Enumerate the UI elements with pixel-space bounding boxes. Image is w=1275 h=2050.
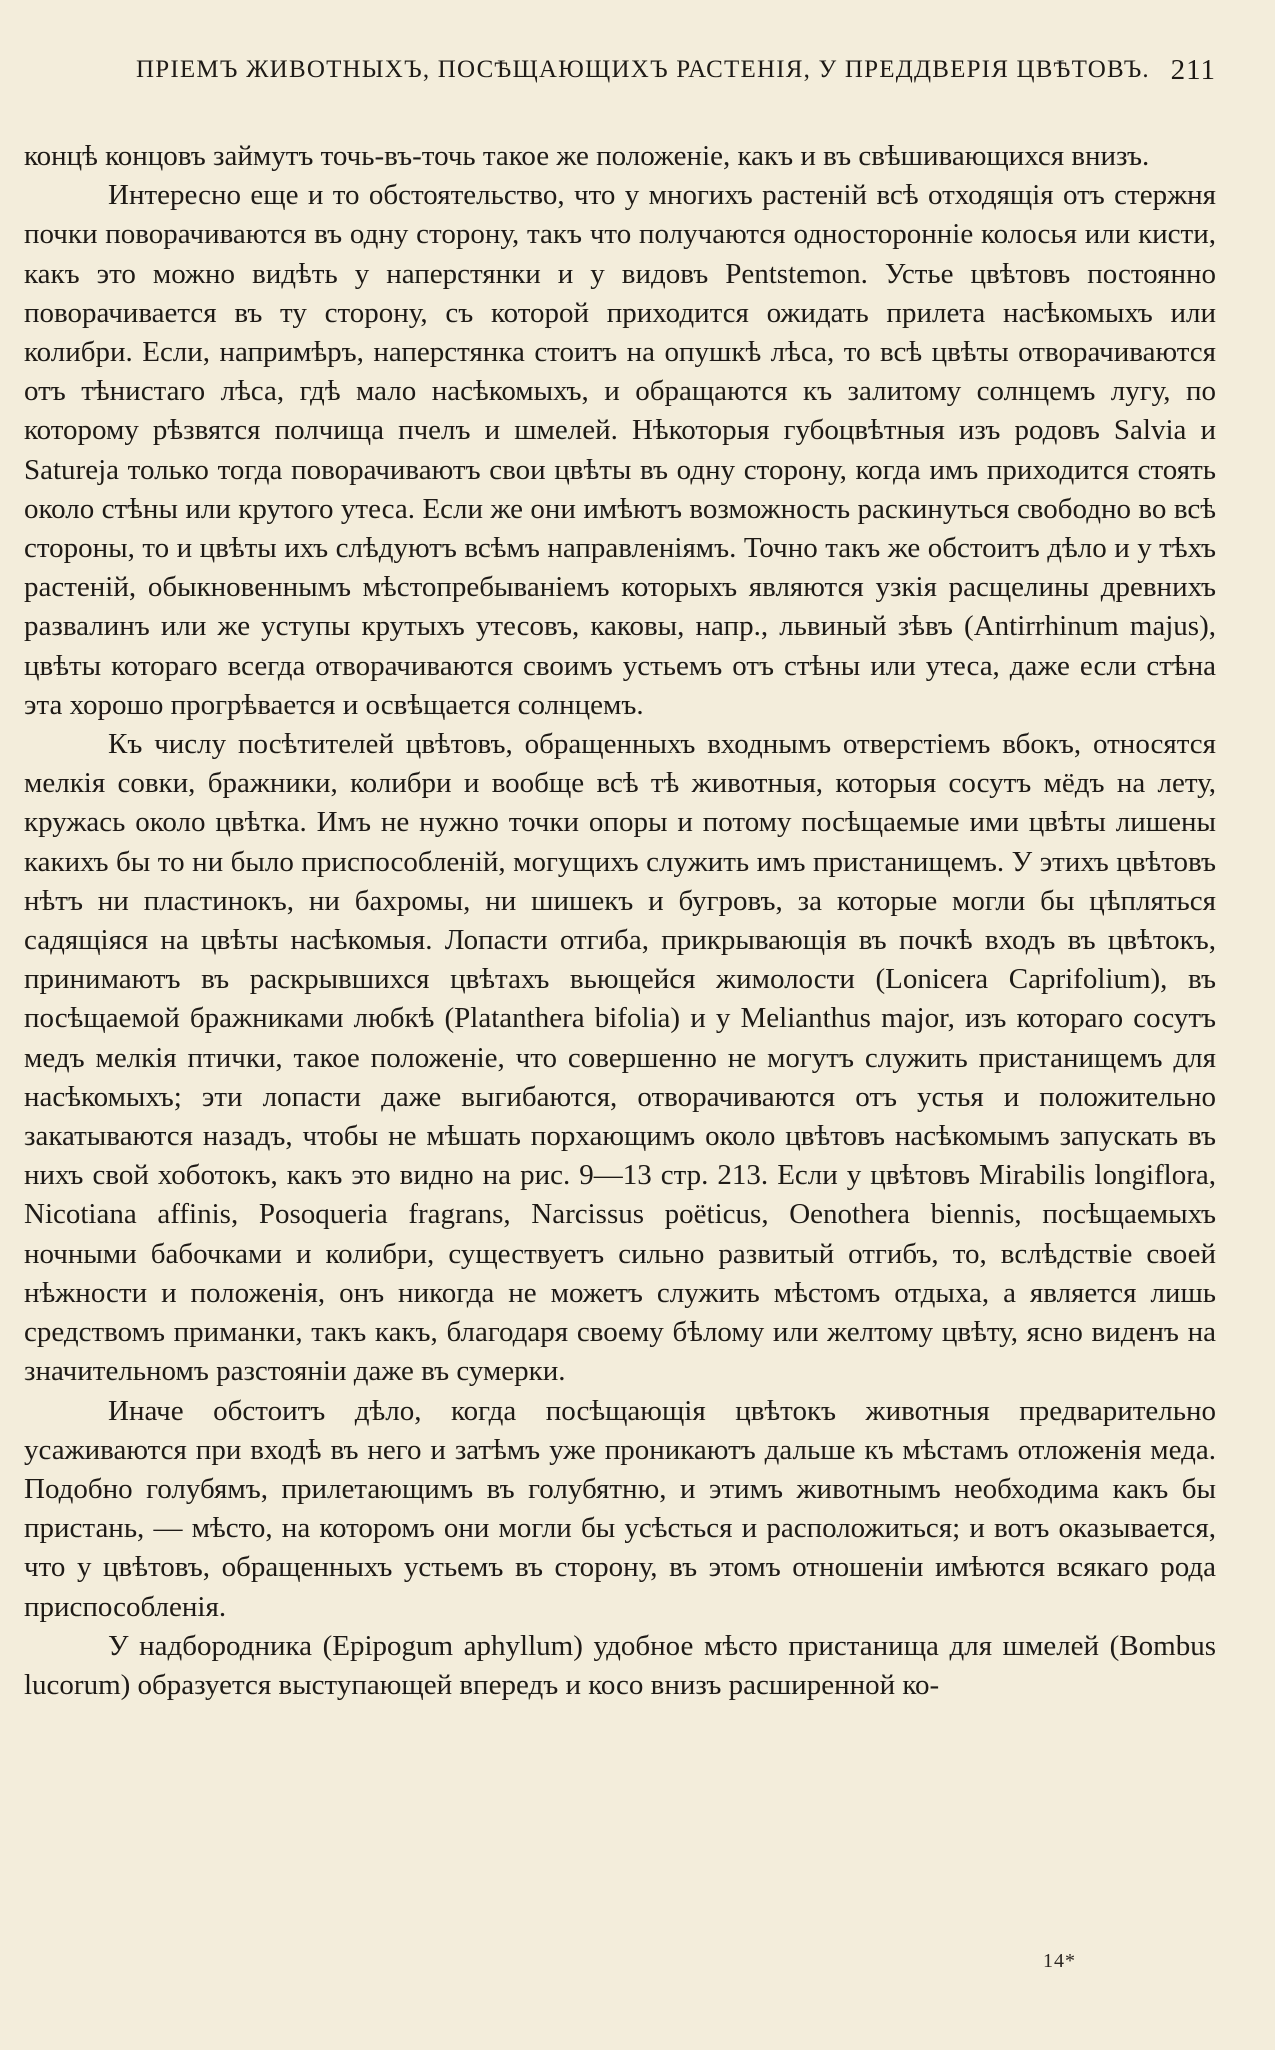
- paragraph-epipogum: У надбородника (Epipogum aphyllum) удобное мѣсто пристанища для шмелей (Bombus lucorum) образуется выступающей впередъ и косо внизъ расширенной ко-: [24, 1629, 1216, 1701]
- paragraph-landing-visitors: Иначе обстоитъ дѣло, когда посѣщающія цвѣтокъ животныя предварительно усаживаются при входѣ въ него и затѣмъ уже проникаютъ дальше къ мѣстамъ отложенія меда. Подобно голубямъ, прилетающимъ въ голубятню, и этимъ животнымъ необходима какъ бы пристань, — мѣсто, на которомъ они могли бы усѣсться и расположиться; и вотъ оказывается, что у цвѣтовъ, обращенныхъ устьемъ въ сторону, въ этомъ отношеніи имѣются всякаго рода приспособленія.: [24, 1394, 1216, 1623]
- signature-mark: 14*: [1043, 1950, 1076, 1972]
- running-head-title: ПРІЕМЪ ЖИВОТНЫХЪ, ПОСѢЩАЮЩИХЪ РАСТЕНІЯ, У ПРЕДДВЕРІЯ ЦВѢТОВЪ.: [136, 56, 1150, 83]
- running-head: [24, 56, 1216, 96]
- paragraph-continuation: концѣ концовъ займутъ точь-въ-точь такое же положеніе, какъ и въ свѣшивающихся внизъ.: [24, 140, 1150, 172]
- paragraph-one-sided-inflorescences: Интересно еще и то обстоятельство, что у многихъ растеній всѣ отходящія отъ стержня почки поворачиваются въ одну сторону, такъ что получаются односторонніе колосья или кисти, какъ это можно видѣть у наперстянки и у видовъ Pentstemon. Устье цвѣтовъ постоянно поворачивается въ ту сторону, съ которой приходится ожидать прилета насѣкомыхъ или колибри. Если, напримѣръ, наперстянка стоитъ на опушкѣ лѣса, то всѣ цвѣты отворачиваются отъ тѣнистаго лѣса, гдѣ мало насѣкомыхъ, и обращаются къ залитому солнцемъ лугу, по которому рѣзвятся полчища пчелъ и шмелей. Нѣкоторыя губоцвѣтныя изъ родовъ Salvia и Satureja только тогда поворачиваютъ свои цвѣты въ одну сторону, когда имъ приходится стоять около стѣны или крутого утеса. Если же они имѣютъ возможность раскинуться свободно во всѣ стороны, то и цвѣты ихъ слѣдуютъ всѣмъ направленіямъ. Точно такъ же обстоитъ дѣло и у тѣхъ растеній, обыкновеннымъ мѣстопребываніемъ которыхъ являются узкія расщелины древнихъ развалинъ или же уступы крутыхъ утесовъ, каковы, напр., львиный зѣвъ (Antirrhinum majus), цвѣты котораго всегда отворачиваются своимъ устьемъ отъ стѣны или утеса, даже если стѣна эта хорошо прогрѣвается и освѣщается солнцемъ.: [24, 179, 1216, 721]
- page-number: 211: [1170, 54, 1216, 86]
- body-text: [24, 137, 1216, 1705]
- paragraph-hovering-visitors: Къ числу посѣтителей цвѣтовъ, обращенныхъ входнымъ отверстіемъ вбокъ, относятся мелкія совки, бражники, колибри и вообще всѣ тѣ животныя, которыя сосутъ мёдъ на лету, кружась около цвѣтка. Имъ не нужно точки опоры и потому посѣщаемые ими цвѣты лишены какихъ бы то ни было приспособленій, могущихъ служить имъ пристанищемъ. У этихъ цвѣтовъ нѣтъ ни пластинокъ, ни бахромы, ни шишекъ и бугровъ, за которые могли бы цѣпляться садящіяся на цвѣты насѣкомыя. Лопасти отгиба, прикрывающія въ почкѣ входъ въ цвѣтокъ, принимаютъ въ раскрывшихся цвѣтахъ вьющейся жимолости (Lonicera Caprifolium), въ посѣщаемой бражниками любкѣ (Platanthera bifolia) и у Melianthus major, изъ котораго сосутъ медъ мелкія птички, такое положеніе, что совершенно не могутъ служить пристанищемъ для насѣкомыхъ; эти лопасти даже выгибаются, отворачиваются отъ устья и положительно закатываются назадъ, чтобы не мѣшать порхающимъ около цвѣтовъ насѣкомымъ запускать въ нихъ свой хоботокъ, какъ это видно на рис. 9—13 стр. 213. Если у цвѣтовъ Mirabilis longiflora, Nicotiana affinis, Posoqueria fragrans, Narcissus poëticus, Oenothera biennis, посѣщаемыхъ ночными бабочками и колибри, существуетъ сильно развитый отгибъ, то, вслѣдствіе своей нѣжности и положенія, онъ никогда не можетъ служить мѣстомъ отдыха, а является лишь средствомъ приманки, такъ какъ, благодаря своему бѣлому или желтому цвѣту, ясно виденъ на значительномъ разстояніи даже въ сумерки.: [24, 728, 1216, 1388]
